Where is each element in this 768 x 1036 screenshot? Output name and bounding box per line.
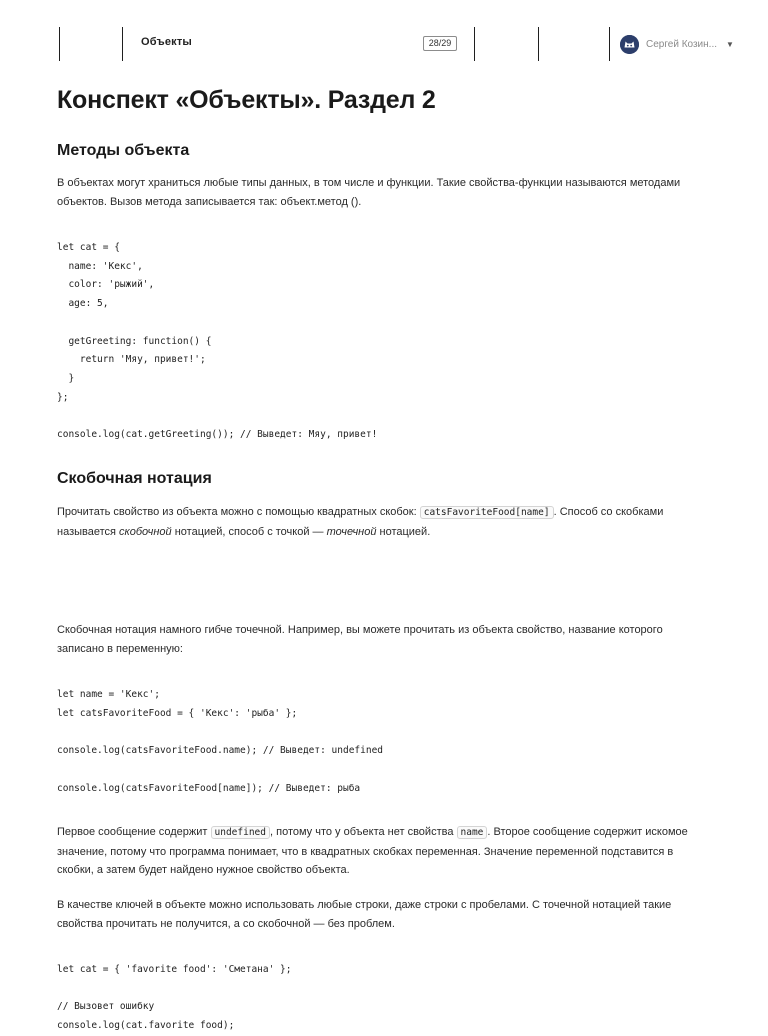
code-line: let name = 'Кекс'; <box>57 689 160 700</box>
inline-code: name <box>457 826 488 839</box>
nav-divider <box>538 27 539 61</box>
code-line: return 'Мяу, привет!'; <box>57 354 206 366</box>
code-line: let cat = { 'favorite food': 'Сметана' }; <box>57 964 292 975</box>
code-line: console.log(cat.getGreeting()); // Выведет: Мяу, привет! <box>57 429 378 441</box>
code-line: console.log(catsFavoriteFood[name]); // Выведет: рыба <box>57 782 361 794</box>
user-divider <box>609 27 610 61</box>
cat-avatar-icon <box>620 35 639 54</box>
code-line: name: 'Кекс', <box>57 260 143 272</box>
flex-paragraph: Скобочная нотация намного гибче точечной. Например, вы можете прочитать из объекта свойство, название которого записано в переменную: <box>57 624 663 655</box>
code-line: color: 'рыжий', <box>57 279 155 291</box>
page-title: Конспект «Объекты». Раздел 2 <box>57 86 436 114</box>
code-line: // Вызовет ошибку <box>57 1001 155 1013</box>
nav-divider <box>474 27 475 61</box>
menu-divider <box>59 27 60 61</box>
progress-badge[interactable]: 28/29 <box>423 36 457 51</box>
top-bar <box>0 0 768 86</box>
code-block-methods <box>57 239 717 445</box>
code-line: console.log(cat.favorite food); <box>57 1020 235 1032</box>
code-line: getGreeting: function() { <box>57 335 212 347</box>
keys-paragraph: В качестве ключей в объекте можно использовать любые строки, даже строки с пробелами. С точечной нотацией такие свойства прочитать не получится, а со скобочной — без проблем. <box>57 899 672 930</box>
user-name: Сергей Козин... <box>646 38 718 50</box>
methods-intro: В объектах могут храниться любые типы данных, в том числе и функции. Такие свойства-функции называются методами объектов. Вызов метода записывается так: объект.метод (). <box>57 177 681 208</box>
code-line: } <box>57 372 75 384</box>
chevron-down-icon[interactable]: ▼ <box>726 39 734 49</box>
code-block-keys <box>57 961 717 1036</box>
menu-divider <box>122 27 123 61</box>
course-title-link[interactable]: Объекты <box>141 36 193 48</box>
code-line: let catsFavoriteFood = { 'Кекс': 'рыба' }; <box>57 707 298 719</box>
code-line: age: 5, <box>57 298 109 310</box>
code-line: }; <box>57 391 69 403</box>
section-heading-methods: Методы объекта <box>57 142 190 159</box>
code-line: console.log(catsFavoriteFood.name); // Выведет: undefined <box>57 745 384 757</box>
inline-code: undefined <box>211 826 270 839</box>
inline-code: catsFavoriteFood[name] <box>420 506 554 519</box>
section-heading-bracket-notation: Скобочная нотация <box>57 470 212 487</box>
bracket-intro: Прочитать свойство из объекта можно с помощью квадратных скобок: catsFavoriteFood[name] . Способ со скобками называется скобочной нотацией, способ с точкой — точечной нотацией. <box>57 506 664 538</box>
code-block-bracket <box>57 686 717 798</box>
user-menu[interactable] <box>620 34 734 54</box>
explain-paragraph: Первое сообщение содержит undefined , потому что у объекта нет свойства name . Второе сообщение содержит искомое значение, потому что программа понимает, что в квадратных скобках переменная. Значение переменной подставится в скобки, а затем будет найдено нужное свойство объекта. <box>57 826 688 876</box>
code-line: let cat = { <box>57 242 120 253</box>
